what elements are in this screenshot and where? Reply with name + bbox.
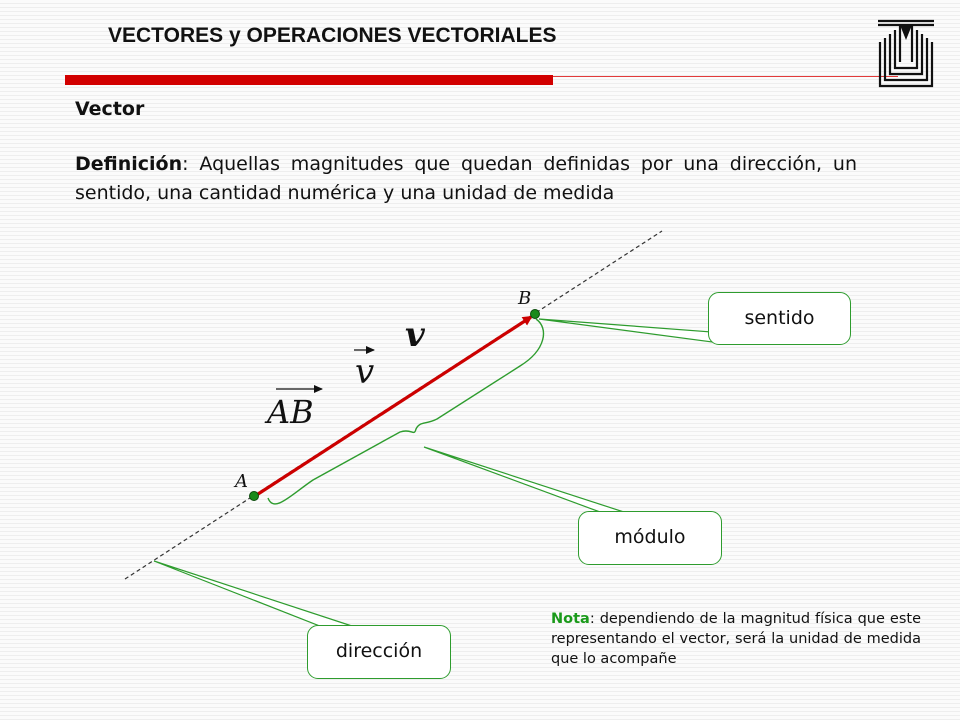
leader-sentido (539, 319, 712, 342)
page-title: VECTORES y OPERACIONES VECTORIALES (108, 24, 557, 47)
callout-direccion: dirección (307, 625, 451, 679)
note-label: Nota (551, 611, 590, 627)
note-paragraph (551, 609, 921, 669)
point-a-marker (250, 492, 259, 501)
vector-v-label: v (355, 352, 375, 392)
vector-ab-label: AB (267, 393, 314, 431)
callout-sentido: sentido (708, 292, 851, 345)
definition-text: Aquellas magnitudes que quedan definidas por una dirección, un sentido, una cantidad numérica y una unidad de medida (75, 153, 858, 204)
definition-separator: : (182, 153, 189, 175)
vector-symbol: v (405, 315, 425, 355)
point-a-label: A (235, 471, 248, 492)
point-b-label: B (518, 288, 532, 309)
leader-modulo (424, 447, 630, 514)
callout-modulo: módulo (578, 511, 722, 565)
section-heading: Vector (75, 98, 145, 120)
note-separator: : (589, 611, 595, 627)
definition-term: Definición (75, 153, 183, 175)
note-text: dependiendo de la magnitud física que este representando el vector, será la unidad de medida que lo acompañe (551, 611, 921, 667)
point-b-marker (531, 310, 540, 319)
leader-direccion (154, 561, 358, 630)
